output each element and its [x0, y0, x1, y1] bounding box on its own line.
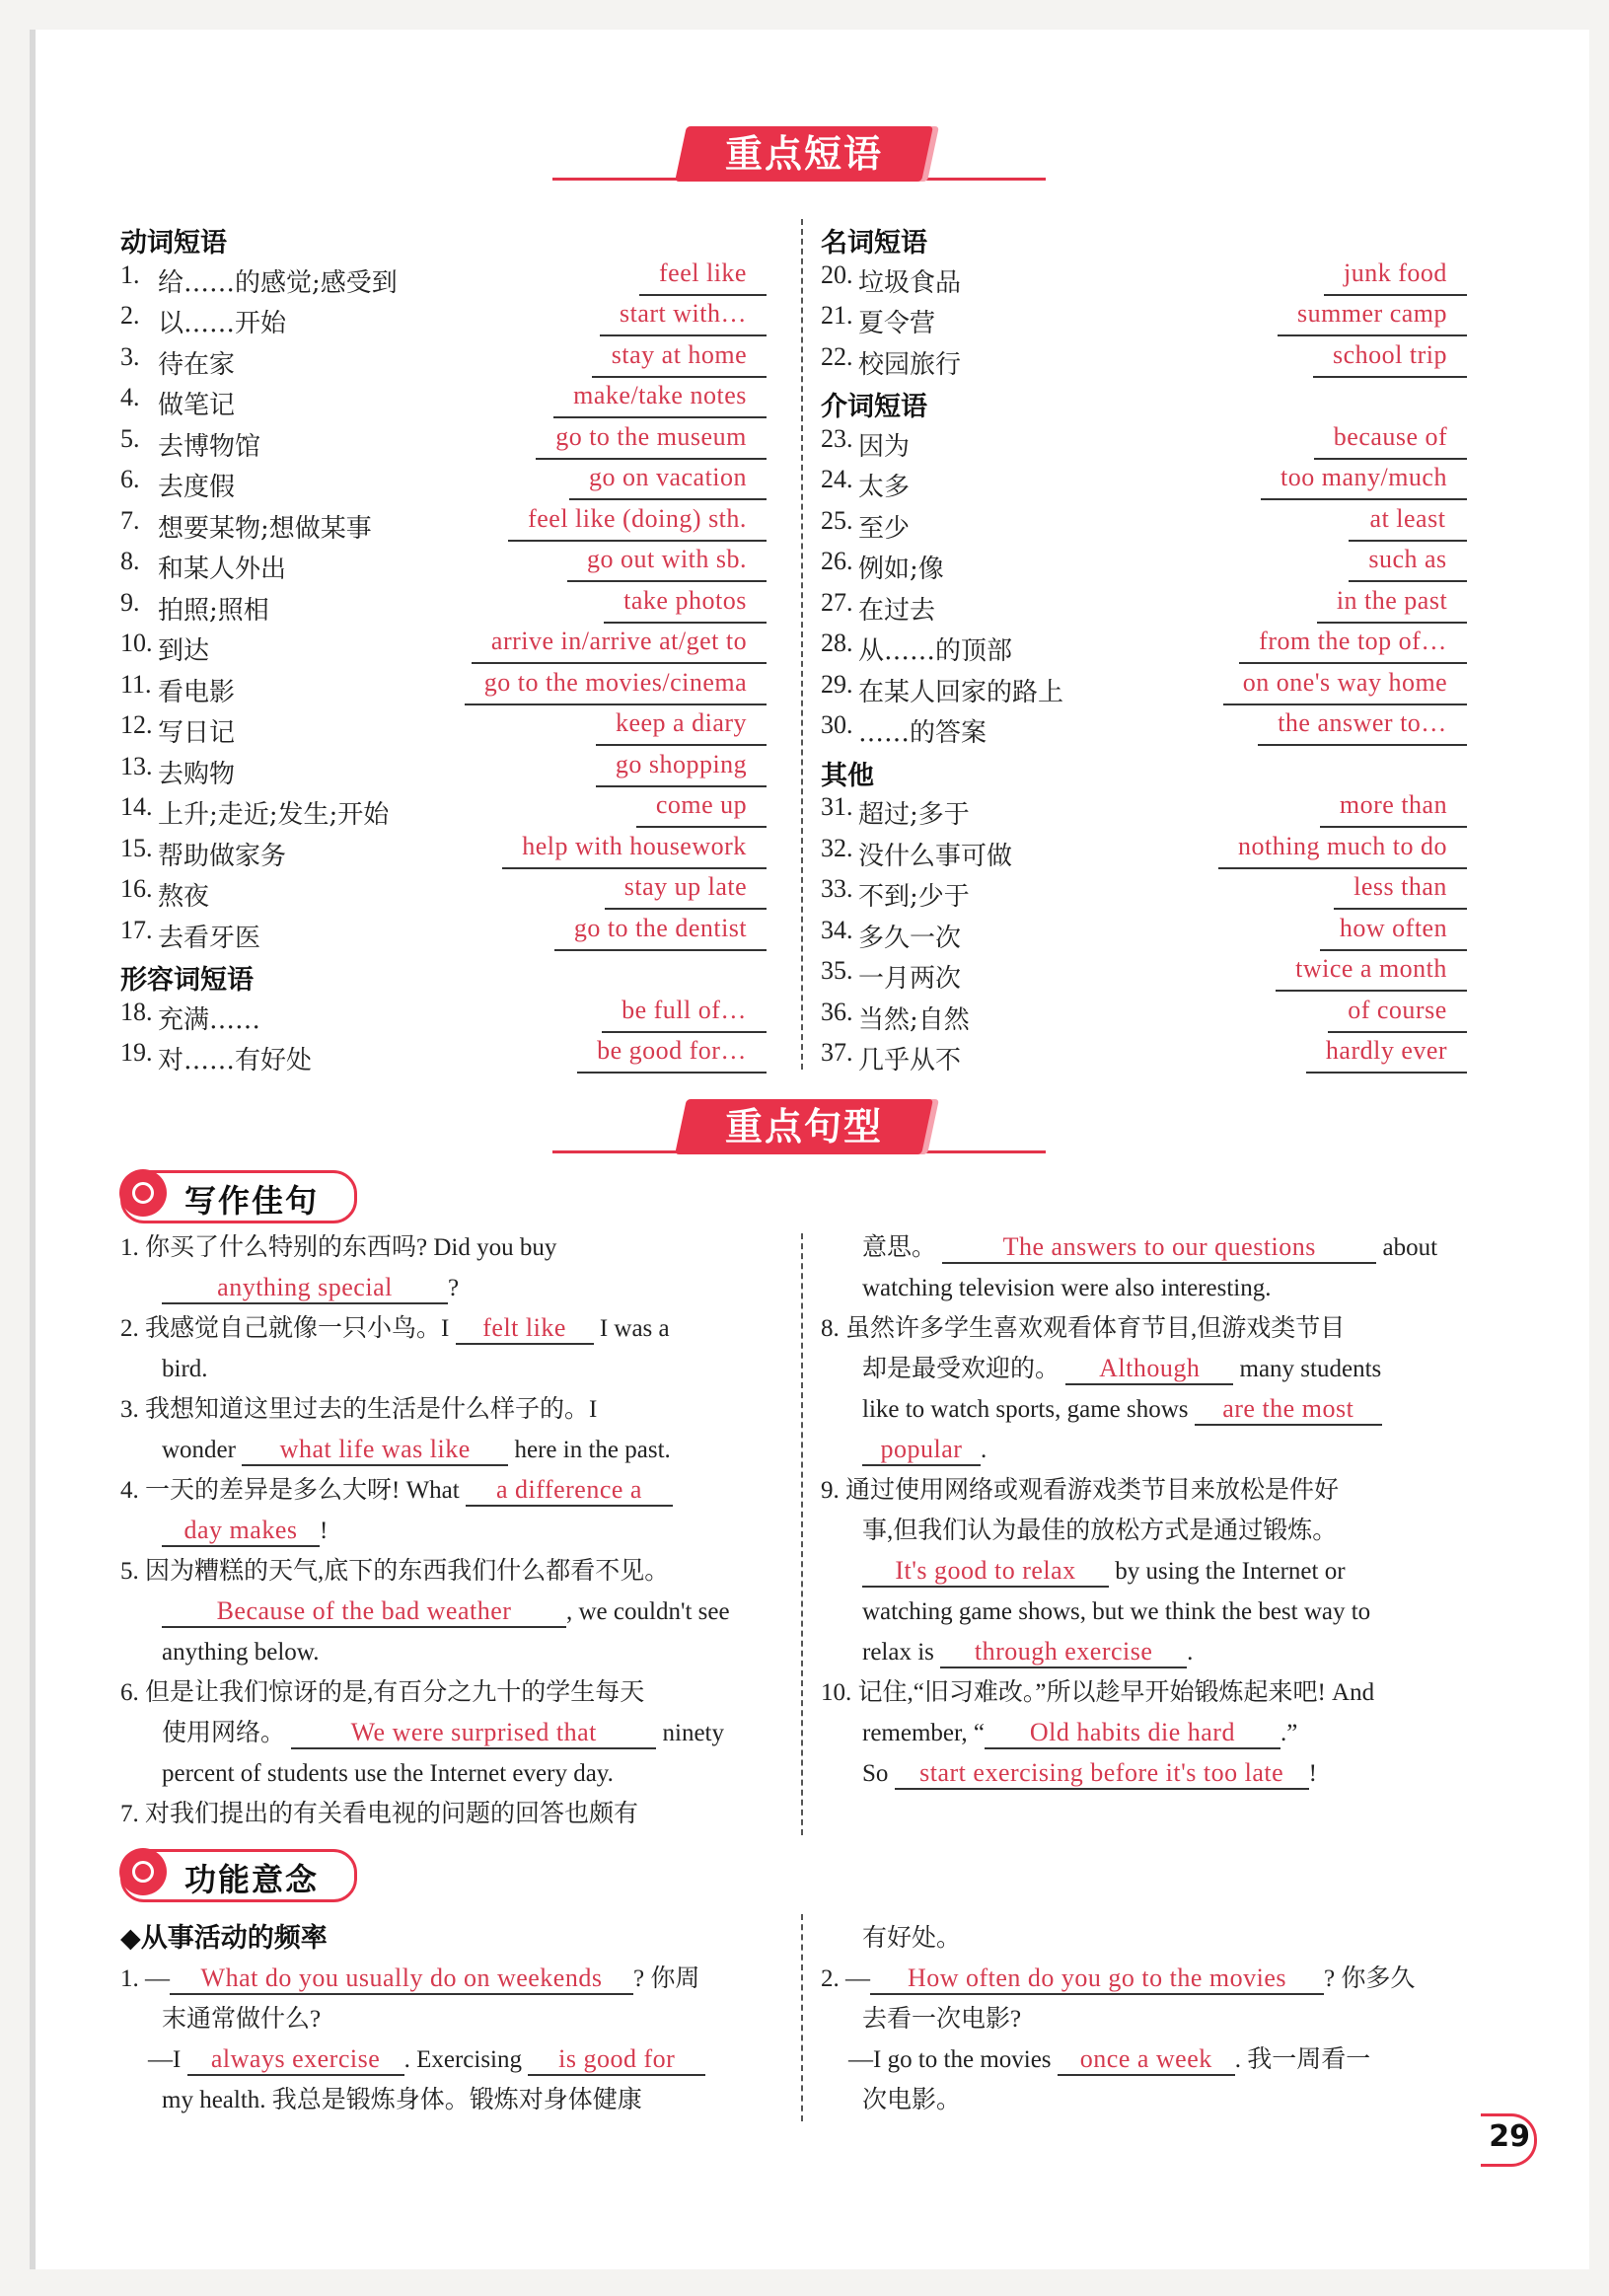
phrase-answer: on one's way home: [1223, 668, 1467, 705]
phrase-number: 14.: [120, 792, 153, 821]
sentence-8: 8. 虽然许多学生喜欢观看体育节目,但游戏类节目 却是最受欢迎的。 Although many students like to watch sports, game shows are the most popular .: [821, 1308, 1482, 1470]
phrase-answer: such as: [1349, 545, 1467, 582]
dialogue-2: 2. — How often do you go to the movies ? 你多久 去看一次电影? —I go to the movies once a week . 我一周看一 次电影。: [821, 1963, 1416, 2113]
phrase-row: [120, 914, 781, 953]
phrase-group-heading: 其他: [821, 760, 874, 791]
phrase-chinese: 垃圾食品: [858, 267, 962, 298]
phrase-number: 3.: [120, 341, 140, 371]
phrase-answer: more than: [1320, 790, 1467, 828]
phrase-answer: go to the dentist: [554, 914, 767, 951]
target-icon: [119, 1169, 167, 1217]
phrase-row: [120, 627, 781, 666]
phrase-row: [120, 299, 781, 338]
phrase-chinese: 上升;走近;发生;开始: [158, 800, 390, 830]
phrase-answer: feel like: [639, 259, 767, 296]
dialogue-1: 1. — What do you usually do on weekends ? 你周 末通常做什么? —I always exercise . Exercising is good for my health. 我总是锻炼身体。锻炼对身体健康: [120, 1959, 781, 2120]
phrase-answer: go on vacation: [569, 463, 767, 500]
function-topic-heading: ◆从事活动的频率: [120, 1923, 328, 1954]
phrase-answer: from the top of…: [1239, 627, 1467, 664]
phrase-row: [120, 750, 781, 789]
phrase-group-heading: 形容词短语: [120, 965, 254, 996]
function-section-title: 功能意念: [184, 1861, 320, 1898]
phrase-row: [120, 504, 781, 544]
phrase-number: 33.: [821, 874, 853, 903]
phrase-row: [120, 422, 781, 462]
phrase-chinese: 待在家: [158, 349, 236, 380]
phrase-answer: make/take notes: [553, 381, 767, 418]
phrase-row: [120, 872, 781, 912]
phrase-row: [120, 340, 781, 380]
phrase-number: 9.: [120, 587, 140, 617]
page-number: 29: [1489, 2119, 1530, 2154]
phrase-row: [821, 299, 1482, 338]
phrase-number: 6.: [120, 465, 140, 493]
phrase-chinese: 去度假: [158, 473, 236, 502]
phrase-answer: summer camp: [1278, 299, 1467, 336]
phrase-number: 29.: [821, 669, 853, 699]
phrase-chinese: 拍照;照相: [158, 595, 269, 626]
phrase-chinese: 帮助做家务: [158, 841, 287, 871]
sentence-10: 10. 记住,“旧习难改。”所以趁早开始锻炼起来吧! And remember, “ Old habits die hard .” So start exercising before it's too late !: [821, 1672, 1482, 1794]
phrase-answer: go to the museum: [536, 422, 767, 460]
phrase-answer: less than: [1334, 872, 1467, 910]
sentence-7-cont: 意思。 The answers to our questions about watching television were also interesting.: [862, 1232, 1438, 1301]
phrase-number: 16.: [120, 874, 153, 903]
phrase-chinese: 夏令营: [858, 309, 936, 338]
phrase-chinese: ……的答案: [858, 718, 987, 748]
phrase-row: [821, 1036, 1482, 1075]
banner-key-sentences: [552, 1099, 1046, 1158]
phrase-number: 24.: [821, 465, 853, 493]
phrase-chinese: 去博物馆: [158, 431, 261, 462]
column-divider: [801, 219, 803, 1070]
dialogue-1-cont: 有好处。: [862, 1925, 962, 1952]
phrase-chinese: 几乎从不: [858, 1046, 962, 1075]
function-right-column: [821, 1918, 1482, 2120]
phrase-number: 18.: [120, 997, 153, 1026]
writing-left-column: [120, 1227, 781, 1834]
phrase-row: [821, 259, 1482, 298]
phrase-row: [821, 586, 1482, 626]
phrase-row: [120, 996, 781, 1035]
function-left-column: [120, 1918, 781, 2120]
writing-right-column: [821, 1227, 1482, 1794]
phrase-number: 4.: [120, 383, 140, 411]
phrase-row: [120, 586, 781, 626]
sentence-4: 4. 一天的差异是多么大呀! What a difference a day makes !: [120, 1470, 781, 1551]
phrase-answer: go shopping: [596, 750, 767, 787]
phrase-row: [821, 463, 1482, 502]
sentence-3: 3. 我想知道这里过去的生活是什么样子的。I wonder what life was like here in the past.: [120, 1389, 781, 1470]
phrase-row: [821, 832, 1482, 871]
banner-key-phrases: [552, 126, 1046, 185]
phrase-answer: stay up late: [605, 872, 767, 910]
sentence-1: 1. 你买了什么特别的东西吗? Did you buy anything special ?: [120, 1227, 781, 1308]
phrase-row: [821, 422, 1482, 462]
phrase-chinese: 太多: [858, 473, 911, 502]
phrase-chinese: 从……的顶部: [858, 636, 1013, 666]
phrase-number: 11.: [120, 669, 152, 699]
sentence-5: 5. 因为糟糕的天气,底下的东西我们什么都看不见。 Because of the bad weather , we couldn't see anything below.: [120, 1558, 730, 1666]
phrase-row: [821, 340, 1482, 380]
phrase-row: [821, 708, 1482, 748]
phrase-row: [821, 872, 1482, 912]
phrase-answer: at least: [1349, 504, 1467, 542]
phrase-group-heading: 介词短语: [821, 392, 927, 422]
phrase-number: 30.: [821, 710, 853, 739]
phrase-number: 1.: [120, 259, 140, 289]
target-icon: [119, 1848, 167, 1895]
phrase-chinese: 对……有好处: [158, 1046, 313, 1075]
phrase-number: 8.: [120, 547, 140, 575]
phrase-chinese: 没什么事可做: [858, 841, 1013, 871]
phrase-row: [120, 463, 781, 502]
sentence-7: 7. 对我们提出的有关看电视的问题的回答也颇有: [120, 1801, 639, 1827]
sentence-6: 6. 但是让我们惊讶的是,有百分之九十的学生每天 使用网络。 We were surprised that ninety percent of students use the Internet every day.: [120, 1679, 725, 1787]
phrase-number: 27.: [821, 587, 853, 617]
phrase-group-heading: 动词短语: [120, 228, 227, 259]
phrase-number: 13.: [120, 751, 153, 780]
phrase-chinese: 至少: [858, 513, 911, 544]
phrase-chinese: 去看牙医: [158, 923, 261, 953]
banner-title: 重点短语: [724, 132, 883, 176]
phrase-row: [821, 954, 1482, 994]
phrase-chinese: 想要某物;想做某事: [158, 513, 372, 544]
phrase-answer: start with…: [600, 299, 767, 336]
phrase-chinese: 到达: [158, 636, 210, 666]
phrase-answer: of course: [1328, 996, 1467, 1033]
phrase-chinese: 当然;自然: [858, 1004, 970, 1035]
phrase-answer: come up: [636, 790, 767, 828]
function-section-pill: [120, 1849, 357, 1902]
phrase-chinese: 充满……: [158, 1004, 261, 1035]
phrase-row: [120, 381, 781, 420]
phrase-number: 36.: [821, 997, 853, 1026]
phrase-group-heading: 名词短语: [821, 228, 927, 259]
sentence-9: 9. 通过使用网络或观看游戏类节目来放松是件好 事,但我们认为最佳的放松方式是通过锻炼。 It's good to relax by using the Internet or watching game shows, but we think the best way to relax is through exercise .: [821, 1470, 1482, 1672]
phrase-number: 17.: [120, 915, 153, 944]
writing-section-pill: [120, 1170, 357, 1223]
phrase-chinese: 给……的感觉;感受到: [158, 267, 398, 298]
phrase-chinese: 在过去: [858, 595, 936, 626]
phrase-answer: go out with sb.: [567, 545, 767, 582]
phrase-number: 20.: [821, 259, 853, 289]
phrase-row: [120, 1036, 781, 1075]
phrase-number: 35.: [821, 956, 853, 985]
phrase-chinese: 以……开始: [158, 309, 287, 338]
phrase-answer: junk food: [1324, 259, 1467, 296]
phrase-number: 5.: [120, 423, 140, 453]
phrase-chinese: 不到;少于: [858, 882, 970, 912]
column-divider: [801, 1914, 803, 2121]
phrase-chinese: 多久一次: [858, 923, 962, 953]
phrase-answer: the answer to…: [1258, 708, 1467, 746]
writing-section-title: 写作佳句: [184, 1182, 320, 1220]
phrase-number: 10.: [120, 629, 153, 657]
phrase-answer: because of: [1314, 422, 1467, 460]
phrase-answer: keep a diary: [596, 708, 767, 746]
phrase-answer: school trip: [1313, 340, 1467, 378]
phrase-number: 31.: [821, 792, 853, 821]
phrase-row: [120, 545, 781, 584]
phrase-number: 23.: [821, 423, 853, 453]
sentence-2: 2. 我感觉自己就像一只小鸟。I felt like I was a bird.: [120, 1313, 670, 1382]
phrase-answer: twice a month: [1276, 954, 1467, 992]
phrase-answer: go to the movies/cinema: [465, 668, 767, 705]
phrase-answer: too many/much: [1261, 463, 1467, 500]
phrase-row: [821, 914, 1482, 953]
phrase-number: 15.: [120, 833, 153, 862]
phrase-chinese: 校园旅行: [858, 349, 962, 380]
phrase-number: 2.: [120, 301, 140, 330]
phrase-answer: take photos: [604, 586, 767, 624]
phrase-row: [120, 790, 781, 830]
phrase-answer: be good for…: [577, 1036, 767, 1074]
phrase-chinese: 看电影: [158, 677, 236, 707]
phrase-answer: be full of…: [602, 996, 767, 1033]
phrase-answer: feel like (doing) sth.: [508, 504, 767, 542]
phrase-chinese: 和某人外出: [158, 555, 287, 584]
phrase-answer: hardly ever: [1306, 1036, 1467, 1074]
phrase-row: [821, 627, 1482, 666]
phrase-answer: help with housework: [502, 832, 767, 869]
phrase-row: [821, 545, 1482, 584]
phrase-number: 21.: [821, 301, 853, 330]
phrase-row: [120, 668, 781, 707]
phrase-number: 34.: [821, 915, 853, 944]
phrase-chinese: 写日记: [158, 718, 236, 748]
phrase-chinese: 一月两次: [858, 964, 962, 994]
phrase-row: [821, 668, 1482, 707]
phrase-chinese: 在某人回家的路上: [858, 677, 1064, 707]
phrase-answer: how often: [1320, 914, 1467, 951]
phrase-chinese: 熬夜: [158, 882, 210, 912]
phrase-row: [120, 708, 781, 748]
phrase-answer: arrive in/arrive at/get to: [472, 627, 767, 664]
phrase-row: [821, 790, 1482, 830]
phrase-number: 32.: [821, 833, 853, 862]
banner-title: 重点句型: [724, 1105, 883, 1148]
phrase-chinese: 超过;多于: [858, 800, 970, 830]
phrase-row: [120, 259, 781, 298]
phrase-number: 25.: [821, 505, 853, 535]
phrase-row: [821, 504, 1482, 544]
phrase-chinese: 去购物: [158, 759, 236, 789]
phrase-number: 26.: [821, 547, 853, 575]
phrase-number: 19.: [120, 1038, 153, 1067]
phrase-number: 12.: [120, 710, 153, 739]
phrase-answer: in the past: [1317, 586, 1467, 624]
phrase-number: 37.: [821, 1038, 853, 1067]
phrase-chinese: 例如;像: [858, 555, 944, 584]
phrase-row: [120, 832, 781, 871]
phrase-answer: nothing much to do: [1218, 832, 1467, 869]
phrase-chinese: 因为: [858, 431, 911, 462]
column-divider: [801, 1233, 803, 1835]
phrase-chinese: 做笔记: [158, 391, 236, 420]
phrase-number: 22.: [821, 341, 853, 371]
phrase-row: [821, 996, 1482, 1035]
phrase-answer: stay at home: [592, 340, 767, 378]
phrase-number: 28.: [821, 629, 853, 657]
phrase-number: 7.: [120, 505, 140, 535]
